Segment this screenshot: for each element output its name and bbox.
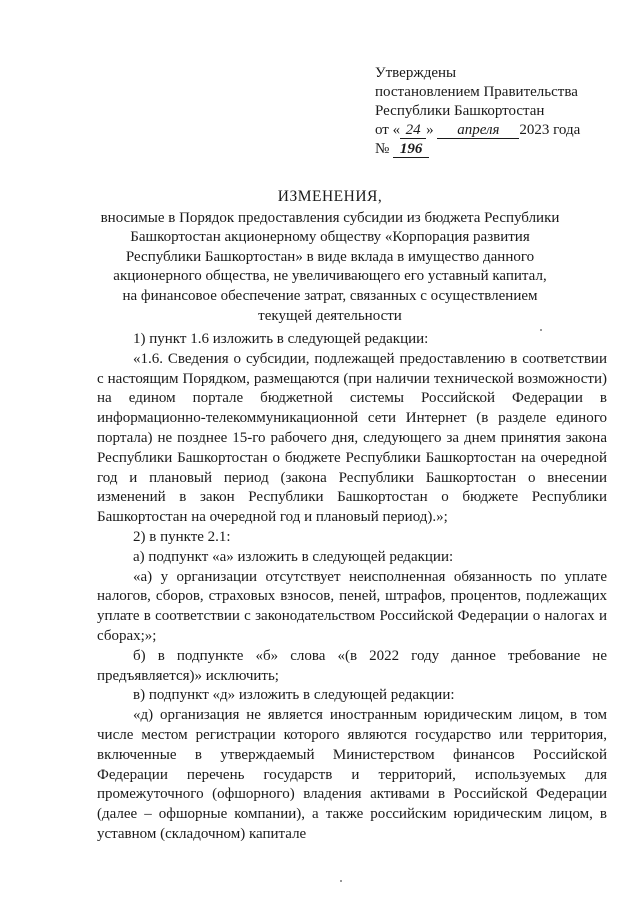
- paragraph-item-2: 2) в пункте 2.1:: [133, 528, 231, 545]
- title-line: Республики Башкортостан» в виде вклада в имущество данного: [125, 248, 535, 265]
- scan-speck: [340, 880, 342, 882]
- title-heading: ИЗМЕНЕНИЯ,: [277, 188, 383, 205]
- title-line: Башкортостан акционерному обществу «Корпорация развития: [130, 229, 530, 246]
- date-year: 2023 года: [519, 122, 581, 138]
- date-prefix: от «: [375, 122, 401, 138]
- title-line: акционерного общества, не увеличивающего его уставный капитал,: [113, 268, 547, 285]
- document-body: [97, 330, 607, 845]
- paragraph-subitem-a-text: «а) у организации отсутствует неисполненная обязанность по уплате налогов, сборов, страховых взносов, пеней, штрафов, процентов, подлежащих уплате в соответствии с законодательством Российской Федерации о налогах и сборах;»;: [97, 568, 607, 644]
- approval-line-2: постановлением Правительства: [375, 84, 578, 100]
- scan-speck: [540, 329, 542, 331]
- title-line: на финансовое обеспечение затрат, связанных с осуществлением: [122, 287, 538, 304]
- approval-line-3: Республики Башкортостан: [375, 103, 545, 119]
- number-prefix: №: [375, 141, 390, 157]
- date-month: апреля: [437, 122, 519, 139]
- paragraph-clause-1-6: «1.6. Сведения о субсидии, подлежащей предоставлению в соответствии с настоящим Порядком, размещаются (при наличии технической возможности) на едином портале бюджетной системы Российской Федерации в информационно-телекоммуникационной сети Интернет (в разделе единого портала) не позднее 15-го рабочего дня, следующего за днем принятия закона Республики Башкортостан о бюджете Республики Башкортостан на очередной год и плановый период (закона Республики Башкортостан о внесении изменений в закон Республики Башкортостан о бюджете Республики Башкортостан на очередной год и плановый период).»;: [97, 350, 607, 526]
- paragraph-subitem-v: в) подпункт «д» изложить в следующей редакции:: [133, 687, 455, 704]
- date-day: 24: [400, 122, 426, 139]
- paragraph-subitem-d-text: «д) организация не является иностранным юридическим лицом, в том числе местом регистрации которого являются государство или территория, включенные в утверждаемый Министерством финансов Российской Федерации перечень государств и территорий, используемых для промежуточного (офшорного) владения активами в Российской Федерации (далее – офшорные компании), а также российским юридическим лицом, в уставном (складочном) капитале: [97, 707, 607, 842]
- title-line: вносимые в Порядок предоставления субсидии из бюджета Республики: [100, 209, 560, 226]
- approval-date: [375, 121, 625, 140]
- approval-number: [375, 140, 625, 159]
- document-title: [80, 187, 580, 326]
- paragraph-subitem-a: а) подпункт «а» изложить в следующей редакции:: [133, 548, 454, 565]
- date-mid: »: [426, 122, 434, 138]
- paragraph-subitem-b: б) в подпункте «б» слова «(в 2022 году данное требование не предъявляется)» исключить;: [97, 647, 607, 684]
- document-number: 196: [393, 141, 429, 158]
- approval-line-1: Утверждены: [375, 65, 457, 81]
- approval-stamp: [375, 64, 625, 159]
- paragraph-item-1: 1) пункт 1.6 изложить в следующей редакции:: [133, 331, 429, 347]
- title-line: текущей деятельности: [258, 307, 402, 324]
